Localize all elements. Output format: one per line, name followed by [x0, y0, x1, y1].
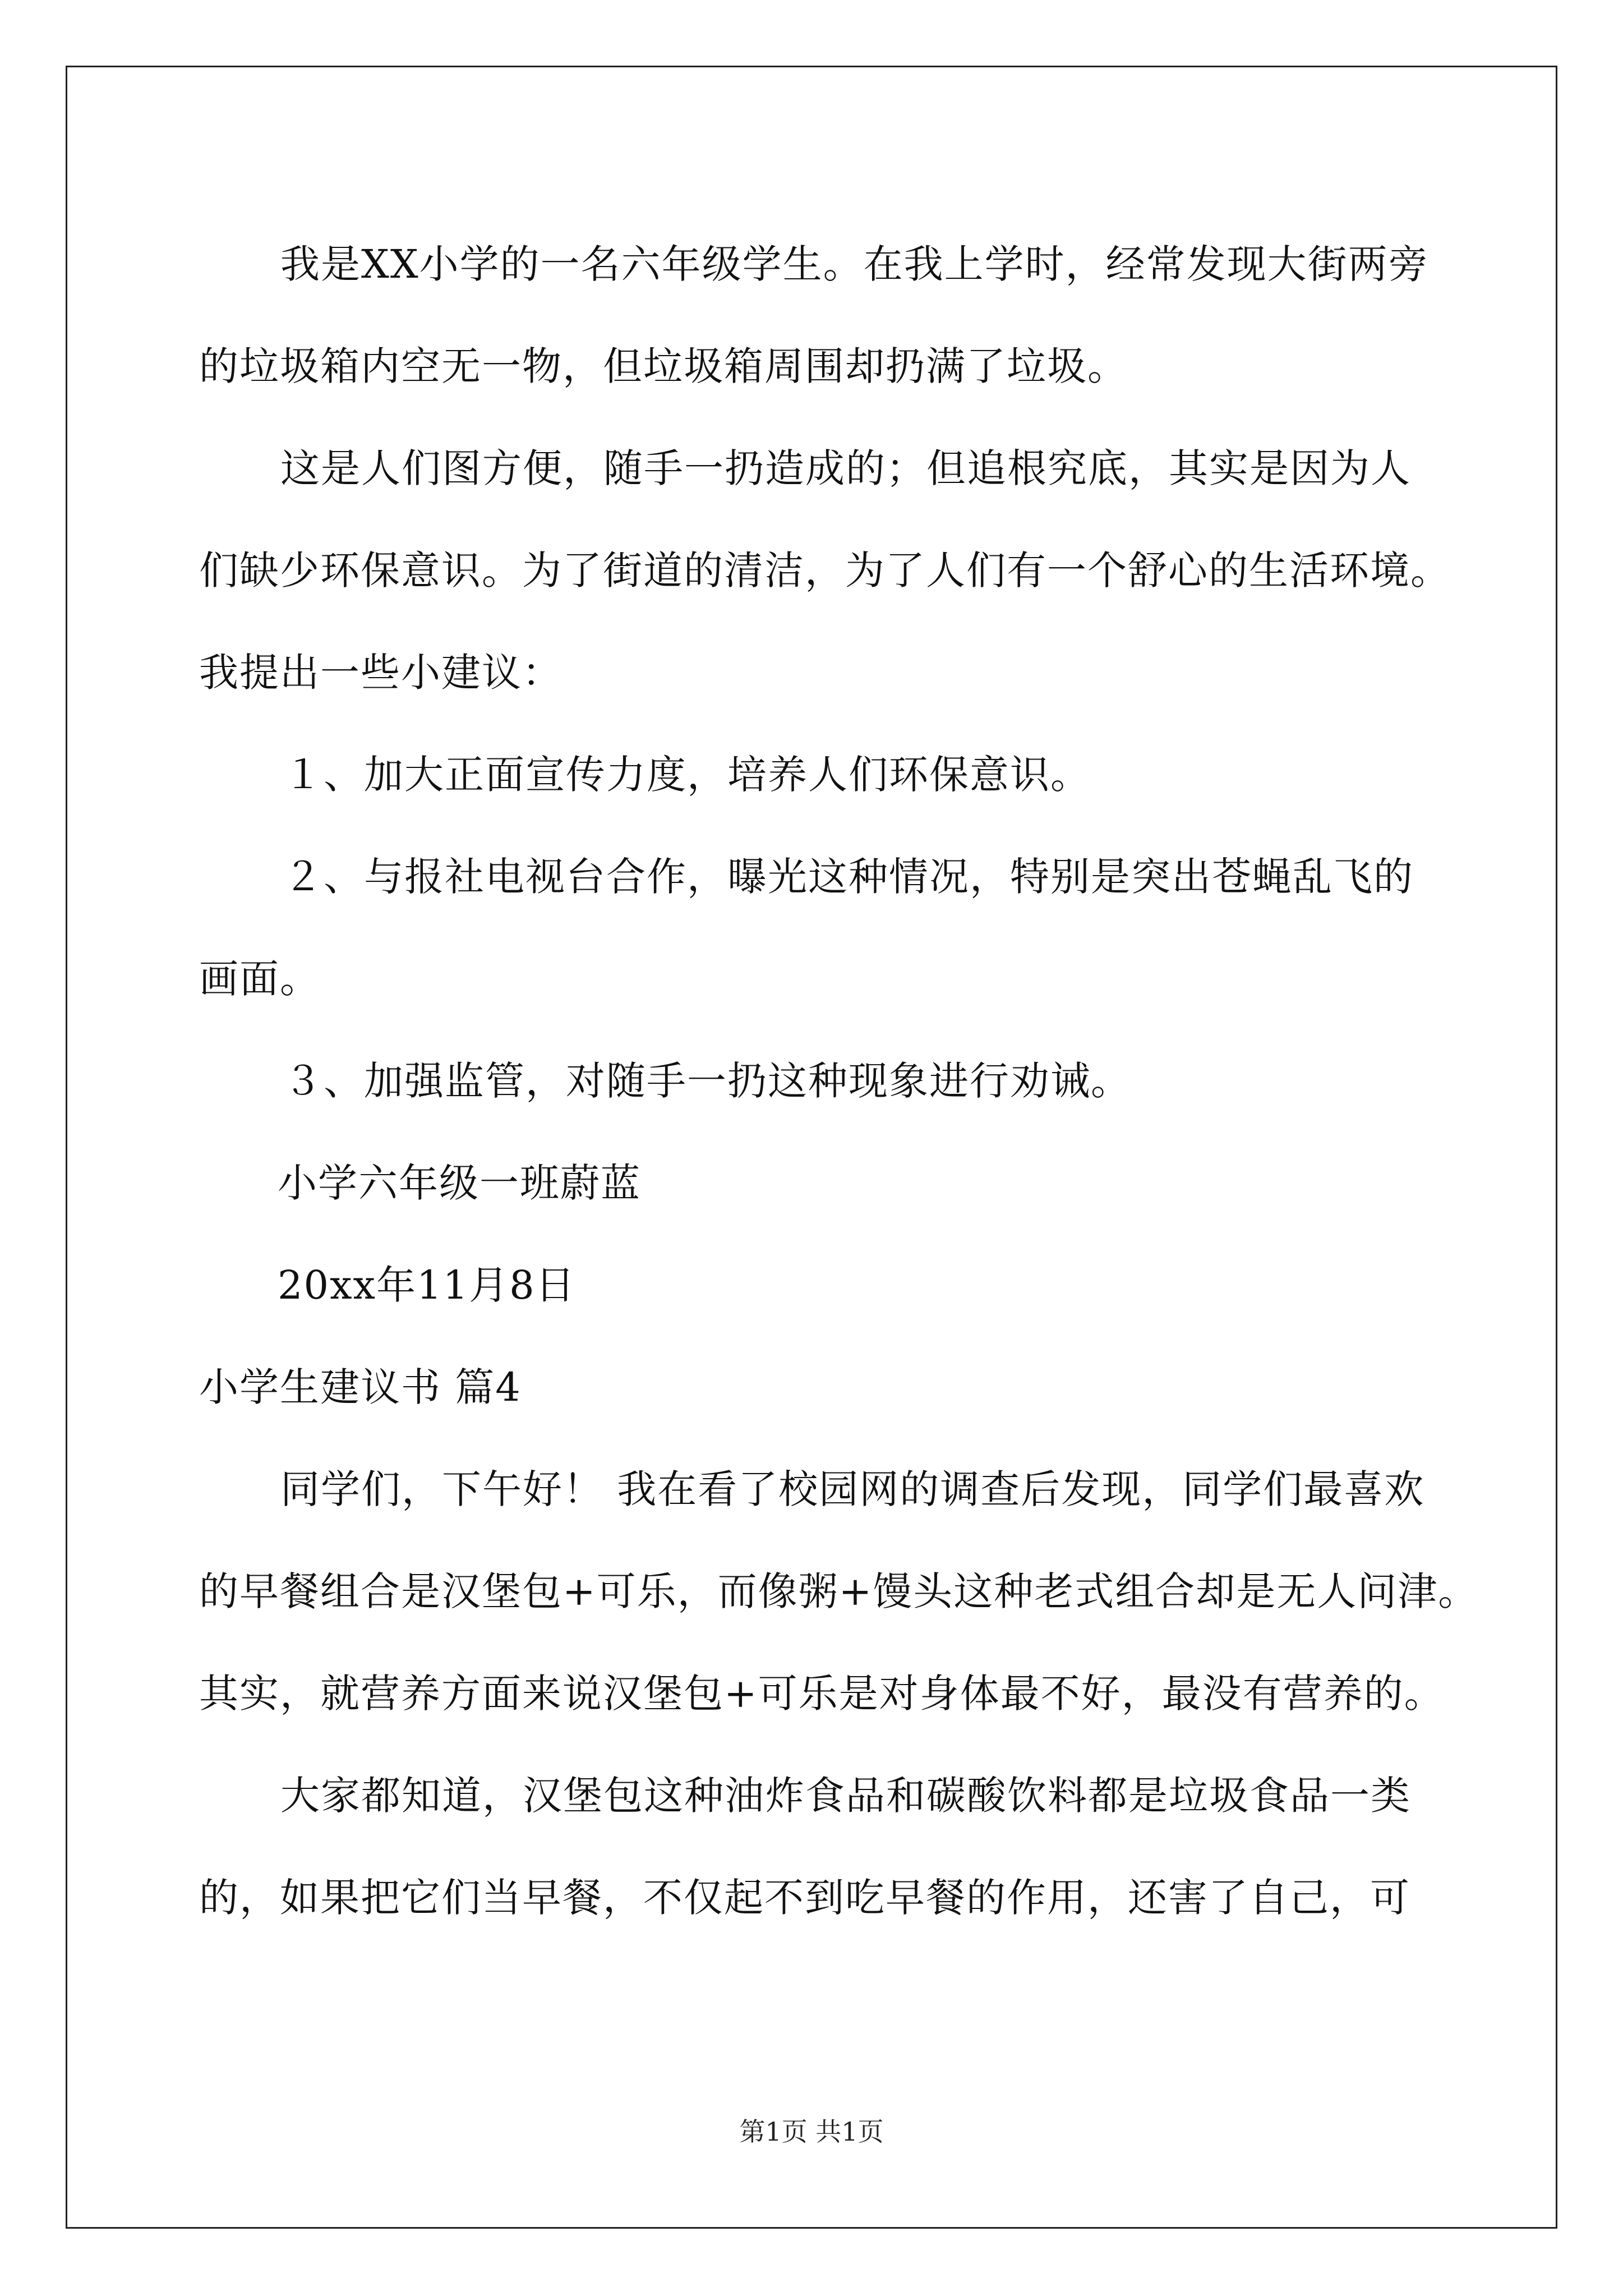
signature-name: 小学六年级一班蔚蓝	[278, 1160, 641, 1206]
paragraph-line: 们缺少环保意识。为了街道的清洁，为了人们有一个舒心的生活环境。	[199, 547, 1451, 593]
paragraph-line: 我是XX小学的一名六年级学生。在我上学时，经常发现大街两旁	[280, 241, 1429, 287]
list-item: ２、与报社电视台合作，曝光这种情况，特别是突出苍蝇乱飞的	[283, 854, 1414, 900]
list-item: ３、加强监管，对随手一扔这种现象进行劝诫。	[283, 1058, 1131, 1104]
paragraph-line: 的，如果把它们当早餐，不仅起不到吃早餐的作用，还害了自己，可	[199, 1875, 1410, 1921]
paragraph-line: 同学们，下午好！ 我在看了校园网的调查后发现，同学们最喜欢	[280, 1466, 1425, 1512]
paragraph-line: 我提出一些小建议：	[199, 650, 562, 696]
paragraph-line: 这是人们图方便，随手一扔造成的；但追根究底，其实是因为人	[280, 445, 1411, 491]
section-heading: 小学生建议书 篇4	[199, 1364, 522, 1410]
list-item: １、加大正面宣传力度，培养人们环保意识。	[283, 752, 1091, 798]
paragraph-line: 的早餐组合是汉堡包+可乐，而像粥+馒头这种老式组合却是无人问津。	[199, 1568, 1479, 1614]
signature-date: 20xx年11月8日	[278, 1262, 576, 1308]
paragraph-line: 其实，就营养方面来说汉堡包+可乐是对身体最不好，最没有营养的。	[199, 1671, 1445, 1717]
page-footer: 第1页 共1页	[739, 2116, 884, 2147]
paragraph-line: 大家都知道，汉堡包这种油炸食品和碳酸饮料都是垃圾食品一类	[280, 1773, 1411, 1819]
paragraph-line: 画面。	[199, 956, 320, 1002]
document-body	[199, 213, 1479, 1949]
paragraph-line: 的垃圾箱内空无一物，但垃圾箱周围却扔满了垃圾。	[199, 343, 1128, 389]
